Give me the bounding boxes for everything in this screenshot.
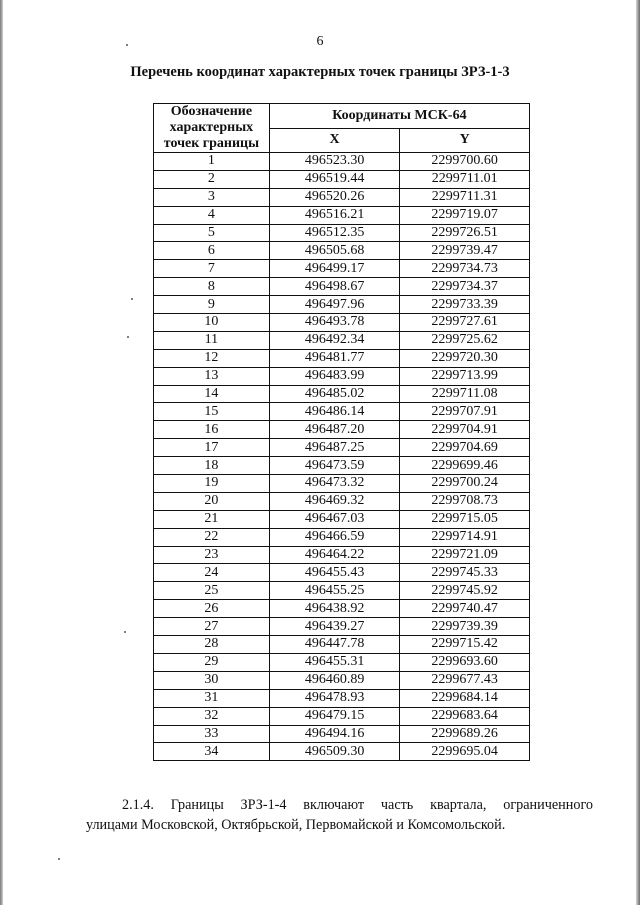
- y-coordinate-cell: 2299739.47: [400, 242, 530, 260]
- point-number-cell: 14: [154, 385, 270, 403]
- point-number-cell: 1: [154, 153, 270, 171]
- point-number-cell: 12: [154, 349, 270, 367]
- point-number-cell: 17: [154, 439, 270, 457]
- y-coordinate-cell: 2299700.60: [400, 153, 530, 171]
- y-coordinate-cell: 2299727.61: [400, 314, 530, 332]
- x-coordinate-cell: 496497.96: [269, 296, 400, 314]
- y-coordinate-cell: 2299699.46: [400, 457, 530, 475]
- table-row: [154, 564, 530, 582]
- table-row: [154, 653, 530, 671]
- y-coordinate-cell: 2299715.05: [400, 510, 530, 528]
- y-coordinate-cell: 2299719.07: [400, 206, 530, 224]
- point-number-cell: 10: [154, 314, 270, 332]
- section-paragraph: [86, 795, 593, 835]
- x-coordinate-cell: 496516.21: [269, 206, 400, 224]
- x-coordinate-cell: 496479.15: [269, 707, 400, 725]
- table-row: [154, 153, 530, 171]
- header-y: Y: [400, 128, 530, 153]
- x-coordinate-cell: 496473.32: [269, 475, 400, 493]
- y-coordinate-cell: 2299726.51: [400, 224, 530, 242]
- point-number-cell: 13: [154, 367, 270, 385]
- table-row: [154, 528, 530, 546]
- point-number-cell: 29: [154, 653, 270, 671]
- point-number-cell: 23: [154, 546, 270, 564]
- x-coordinate-cell: 496439.27: [269, 618, 400, 636]
- table-row: [154, 457, 530, 475]
- y-coordinate-cell: 2299695.04: [400, 743, 530, 761]
- table-row: [154, 278, 530, 296]
- x-coordinate-cell: 496512.35: [269, 224, 400, 242]
- x-coordinate-cell: 496455.25: [269, 582, 400, 600]
- y-coordinate-cell: 2299704.69: [400, 439, 530, 457]
- table-row: [154, 224, 530, 242]
- x-coordinate-cell: 496478.93: [269, 689, 400, 707]
- table-row: [154, 403, 530, 421]
- scan-edge-left: [0, 0, 3, 905]
- table-row: [154, 367, 530, 385]
- point-number-cell: 7: [154, 260, 270, 278]
- table-row: [154, 206, 530, 224]
- point-number-cell: 26: [154, 600, 270, 618]
- y-coordinate-cell: 2299713.99: [400, 367, 530, 385]
- point-number-cell: 30: [154, 671, 270, 689]
- table-row: [154, 242, 530, 260]
- table-row: [154, 170, 530, 188]
- table-row: [154, 492, 530, 510]
- y-coordinate-cell: 2299711.01: [400, 170, 530, 188]
- x-coordinate-cell: 496466.59: [269, 528, 400, 546]
- point-number-cell: 18: [154, 457, 270, 475]
- y-coordinate-cell: 2299684.14: [400, 689, 530, 707]
- y-coordinate-cell: 2299734.37: [400, 278, 530, 296]
- x-coordinate-cell: 496460.89: [269, 671, 400, 689]
- header-point-designation: Обозначение характерных точек границы: [154, 104, 270, 153]
- table-row: [154, 314, 530, 332]
- y-coordinate-cell: 2299739.39: [400, 618, 530, 636]
- table-row: [154, 725, 530, 743]
- table-row: [154, 743, 530, 761]
- point-number-cell: 33: [154, 725, 270, 743]
- y-coordinate-cell: 2299700.24: [400, 475, 530, 493]
- table-row: [154, 689, 530, 707]
- x-coordinate-cell: 496467.03: [269, 510, 400, 528]
- point-number-cell: 21: [154, 510, 270, 528]
- x-coordinate-cell: 496487.25: [269, 439, 400, 457]
- table-row: [154, 636, 530, 654]
- point-number-cell: 24: [154, 564, 270, 582]
- y-coordinate-cell: 2299715.42: [400, 636, 530, 654]
- x-coordinate-cell: 496455.31: [269, 653, 400, 671]
- y-coordinate-cell: 2299714.91: [400, 528, 530, 546]
- table-row: [154, 260, 530, 278]
- point-number-cell: 28: [154, 636, 270, 654]
- table-row: [154, 618, 530, 636]
- table-row: [154, 188, 530, 206]
- x-coordinate-cell: 496498.67: [269, 278, 400, 296]
- point-number-cell: 15: [154, 403, 270, 421]
- x-coordinate-cell: 496487.20: [269, 421, 400, 439]
- x-coordinate-cell: 496455.43: [269, 564, 400, 582]
- paragraph-line-2: улицами Московской, Октябрьской, Первомайской и Комсомольской.: [86, 817, 506, 833]
- y-coordinate-cell: 2299689.26: [400, 725, 530, 743]
- y-coordinate-cell: 2299740.47: [400, 600, 530, 618]
- x-coordinate-cell: 496438.92: [269, 600, 400, 618]
- y-coordinate-cell: 2299708.73: [400, 492, 530, 510]
- point-number-cell: 5: [154, 224, 270, 242]
- x-coordinate-cell: 496519.44: [269, 170, 400, 188]
- y-coordinate-cell: 2299721.09: [400, 546, 530, 564]
- table-row: [154, 421, 530, 439]
- x-coordinate-cell: 496473.59: [269, 457, 400, 475]
- x-coordinate-cell: 496481.77: [269, 349, 400, 367]
- scan-edge-right: [636, 0, 640, 905]
- y-coordinate-cell: 2299677.43: [400, 671, 530, 689]
- table-row: [154, 296, 530, 314]
- x-coordinate-cell: 496483.99: [269, 367, 400, 385]
- x-coordinate-cell: 496485.02: [269, 385, 400, 403]
- paragraph-line-1: 2.1.4. Границы ЗРЗ-1-4 включают часть квартала, ограниченного: [122, 797, 593, 813]
- table-row: [154, 600, 530, 618]
- x-coordinate-cell: 496494.16: [269, 725, 400, 743]
- y-coordinate-cell: 2299733.39: [400, 296, 530, 314]
- y-coordinate-cell: 2299711.31: [400, 188, 530, 206]
- y-coordinate-cell: 2299704.91: [400, 421, 530, 439]
- table-row: [154, 671, 530, 689]
- page-number: 6: [316, 34, 324, 49]
- x-coordinate-cell: 496520.26: [269, 188, 400, 206]
- table-row: [154, 439, 530, 457]
- point-number-cell: 31: [154, 689, 270, 707]
- table-row: [154, 707, 530, 725]
- y-coordinate-cell: 2299725.62: [400, 331, 530, 349]
- y-coordinate-cell: 2299720.30: [400, 349, 530, 367]
- point-number-cell: 6: [154, 242, 270, 260]
- point-number-cell: 4: [154, 206, 270, 224]
- coordinates-table: [153, 103, 530, 761]
- point-number-cell: 20: [154, 492, 270, 510]
- x-coordinate-cell: 496505.68: [269, 242, 400, 260]
- scan-speck: [124, 631, 126, 633]
- point-number-cell: 27: [154, 618, 270, 636]
- x-coordinate-cell: 496492.34: [269, 331, 400, 349]
- y-coordinate-cell: 2299711.08: [400, 385, 530, 403]
- point-number-cell: 25: [154, 582, 270, 600]
- point-number-cell: 34: [154, 743, 270, 761]
- table-row: [154, 385, 530, 403]
- header-x: X: [269, 128, 400, 153]
- page-title: Перечень координат характерных точек границы ЗРЗ-1-3: [130, 64, 510, 80]
- table-row: [154, 582, 530, 600]
- point-number-cell: 8: [154, 278, 270, 296]
- x-coordinate-cell: 496499.17: [269, 260, 400, 278]
- x-coordinate-cell: 496464.22: [269, 546, 400, 564]
- point-number-cell: 9: [154, 296, 270, 314]
- y-coordinate-cell: 2299745.33: [400, 564, 530, 582]
- header-coordinates-group: Координаты МСК-64: [269, 104, 529, 129]
- y-coordinate-cell: 2299693.60: [400, 653, 530, 671]
- table-row: [154, 349, 530, 367]
- point-number-cell: 32: [154, 707, 270, 725]
- table-row: [154, 510, 530, 528]
- scan-speck: [58, 858, 60, 860]
- point-number-cell: 3: [154, 188, 270, 206]
- point-number-cell: 2: [154, 170, 270, 188]
- point-number-cell: 19: [154, 475, 270, 493]
- scan-speck: [131, 298, 133, 300]
- y-coordinate-cell: 2299707.91: [400, 403, 530, 421]
- coordinates-table-body: [154, 153, 530, 761]
- x-coordinate-cell: 496509.30: [269, 743, 400, 761]
- scan-speck: [127, 336, 129, 338]
- point-number-cell: 16: [154, 421, 270, 439]
- point-number-cell: 22: [154, 528, 270, 546]
- table-row: [154, 331, 530, 349]
- x-coordinate-cell: 496523.30: [269, 153, 400, 171]
- x-coordinate-cell: 496469.32: [269, 492, 400, 510]
- table-row: [154, 546, 530, 564]
- x-coordinate-cell: 496493.78: [269, 314, 400, 332]
- x-coordinate-cell: 496447.78: [269, 636, 400, 654]
- y-coordinate-cell: 2299745.92: [400, 582, 530, 600]
- table-row: [154, 475, 530, 493]
- x-coordinate-cell: 496486.14: [269, 403, 400, 421]
- y-coordinate-cell: 2299734.73: [400, 260, 530, 278]
- point-number-cell: 11: [154, 331, 270, 349]
- y-coordinate-cell: 2299683.64: [400, 707, 530, 725]
